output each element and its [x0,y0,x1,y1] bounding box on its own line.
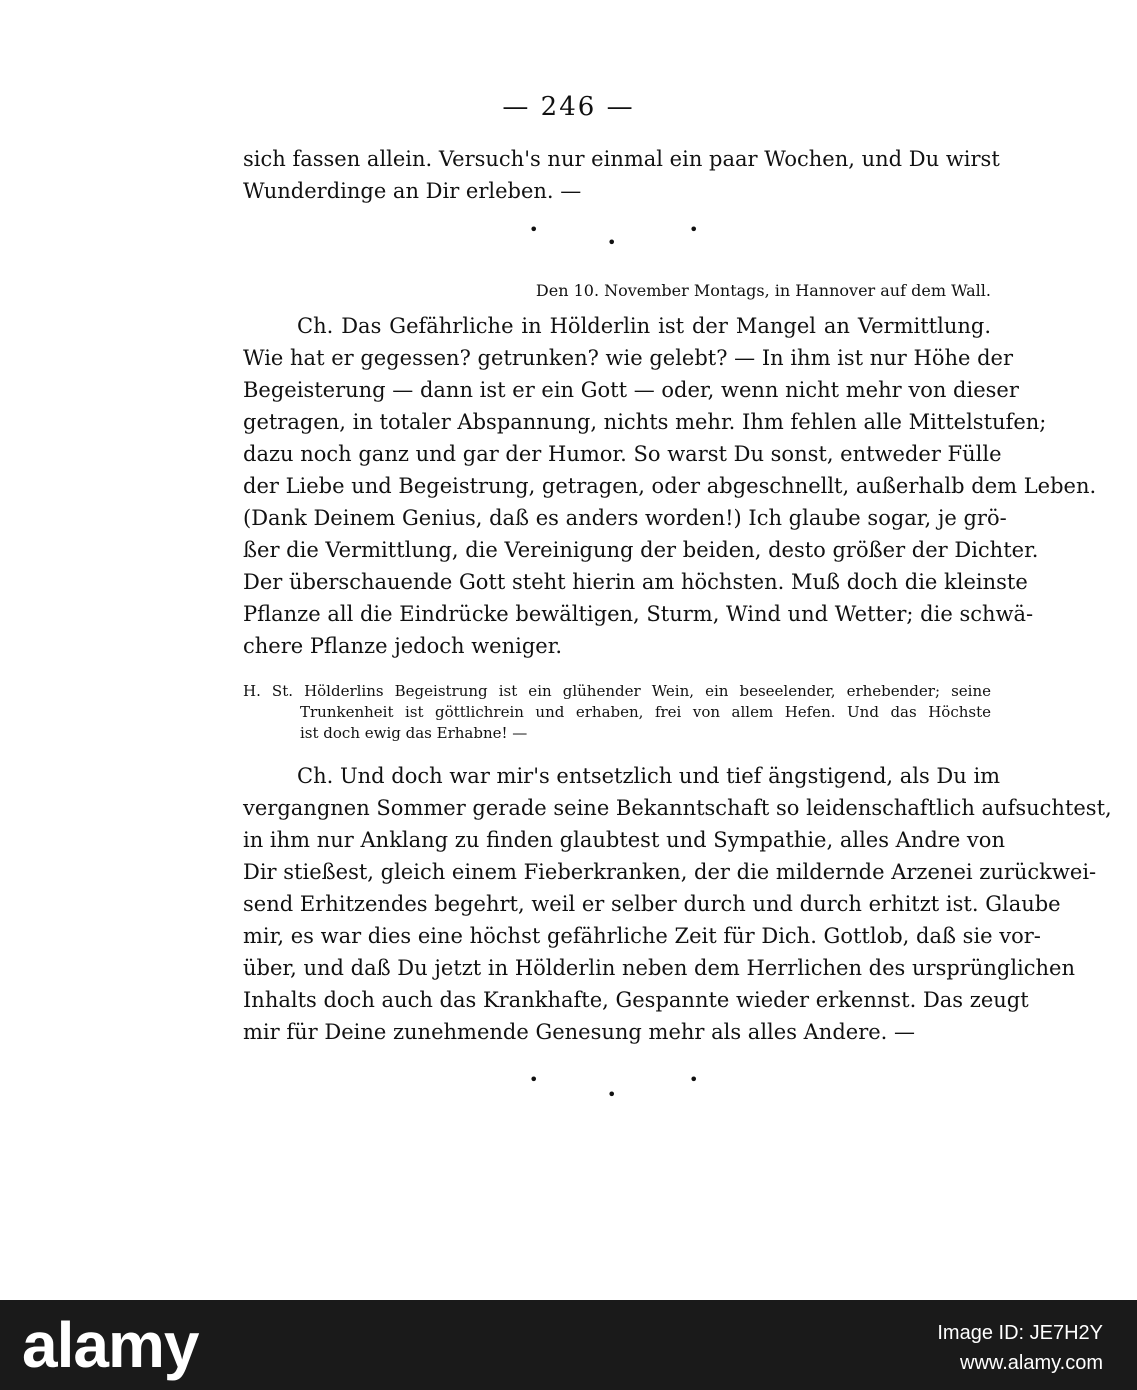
text-line: (Dank Deinem Genius, daß es anders worden!) Ich glaube sogar, je grö- [243,506,1007,530]
watermark-footer [0,1300,1137,1390]
text-line: Dir stießest, gleich einem Fieberkranken, der die mildernde Arzenei zurückwei- [243,860,1097,884]
note-line: ist doch ewig das Erhabne! — [300,724,528,742]
text-line: Inhalts doch auch das Krankhafte, Gespannte wieder erkennst. Das zeugt [243,988,1029,1012]
text-line: in ihm nur Anklang zu finden glaubtest und Sympathie, alles Andre von [243,828,1005,852]
text-line: ßer die Vermittlung, die Vereinigung der beiden, desto größer der Dichter. [243,538,1039,562]
image-id-label: Image ID: JE7H2Y [937,1322,1103,1344]
paragraph-one [243,310,1097,662]
text-line: Begeisterung — dann ist er ein Gott — oder, wenn nicht mehr von dieser [243,378,1019,402]
text-line: Pflanze all die Eindrücke bewältigen, Sturm, Wind und Wetter; die schwä- [243,602,1034,626]
text-line: Wie hat er gegessen? getrunken? wie gelebt? — In ihm ist nur Höhe der [243,346,1014,370]
ornament-dot: • [607,1085,617,1104]
text-line: Der überschauende Gott steht hierin am höchsten. Muß doch die kleinste [243,570,1028,594]
text-line: Wunderdinge an Dir erleben. — [243,179,582,203]
text-line: chere Pflanze jedoch weniger. [243,634,563,658]
dateline: Den 10. November Montags, in Hannover auf dem Wall. [535,281,991,300]
text-line: der Liebe und Begeistrung, getragen, oder abgeschnellt, außerhalb dem Leben. [243,474,1097,498]
text-line: mir, es war dies eine höchst gefährliche Zeit für Dich. Gottlob, daß sie vor- [243,924,1041,948]
text-line: dazu noch ganz und gar der Humor. So warst Du sonst, entweder Fülle [243,442,1002,466]
text-line: vergangnen Sommer gerade seine Bekanntschaft so leidenschaftlich aufsuchtest, [243,796,1112,820]
paragraph-two [243,760,1112,1048]
page-number: — 246 — [502,92,635,122]
note-line: Trunkenheit ist göttlichrein und erhaben, frei von allem Hefen. Und das Höchste [300,703,991,721]
note-line: H. St. Hölderlins Begeistrung ist ein glühender Wein, ein beseelender, erhebender; seine [243,682,991,700]
ornament-dot: • [607,233,617,252]
alamy-logo: alamy [22,1309,199,1381]
ornament-dot: • [689,220,699,239]
text-line: über, und daß Du jetzt in Hölderlin neben dem Herrlichen des ursprünglichen [243,956,1075,980]
text-line: mir für Deine zunehmende Genesung mehr als alles Andere. — [243,1020,916,1044]
text-line: Ch. Das Gefährliche in Hölderlin ist der Mangel an Vermittlung. [297,314,991,338]
text-line: Ch. Und doch war mir's entsetzlich und tief ängstigend, als Du im [297,764,1001,788]
ornament-dot: • [689,1070,699,1089]
text-line: sich fassen allein. Versuch's nur einmal ein paar Wochen, und Du wirst [243,147,1000,171]
text-line: send Erhitzendes begehrt, weil er selber durch und durch erhitzt ist. Glaube [243,892,1061,916]
opening-paragraph [243,143,1000,207]
footnote-block [243,681,991,744]
text-line: getragen, in totaler Abspannung, nichts mehr. Ihm fehlen alle Mittelstufen; [243,410,1047,434]
ornament-dot: • [529,220,539,239]
site-url: www.alamy.com [960,1352,1103,1374]
ornament-dot: • [529,1070,539,1089]
